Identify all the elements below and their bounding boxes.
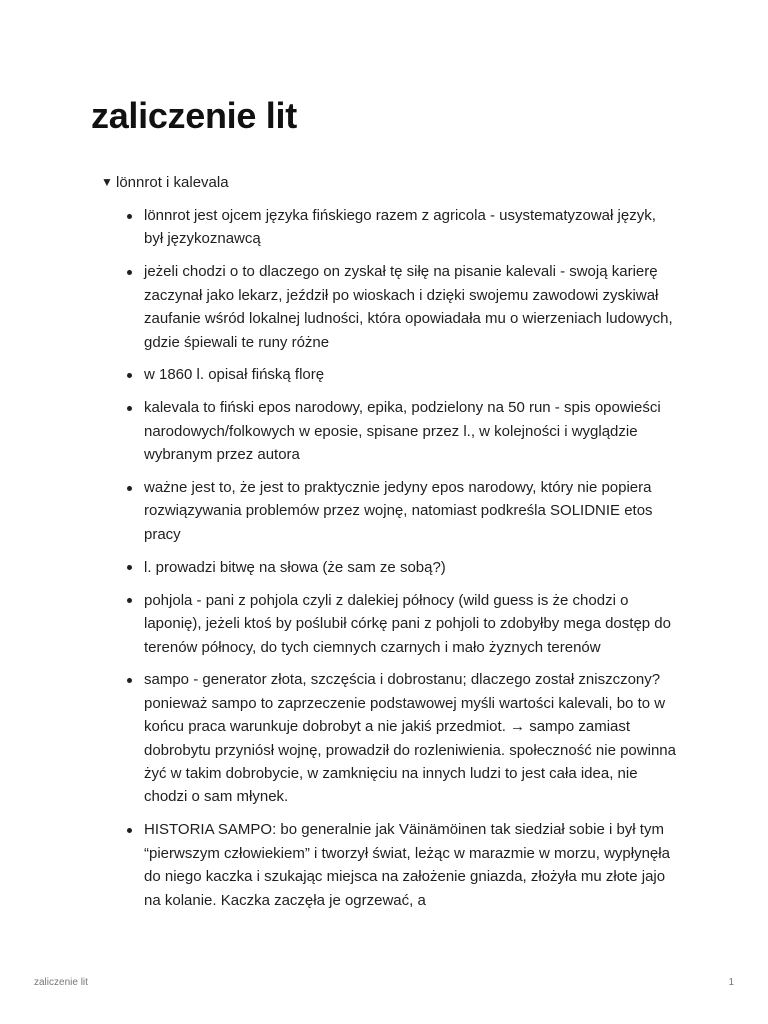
list-item: l. prowadzi bitwę na słowa (że sam ze sobą?) xyxy=(123,556,678,579)
page-title: zaliczenie lit xyxy=(91,95,297,136)
bullet-list xyxy=(123,204,678,921)
list-item: lönnrot jest ojcem języka fińskiego razem z agricola - usystematyzował język, był językoznawcą xyxy=(123,204,678,251)
footer-page-number: 1 xyxy=(728,977,734,988)
list-item: ważne jest to, że jest to praktycznie jedyny epos narodowy, który nie popiera rozwiązywania problemów przez wojnę, natomiast podkreśla SOLIDNIE etos pracy xyxy=(123,476,678,546)
toggle-label: lönnrot i kalevala xyxy=(116,174,229,191)
triangle-down-icon[interactable]: ▼ xyxy=(101,175,113,189)
toggle-block xyxy=(101,171,691,194)
list-item: jeżeli chodzi o to dlaczego on zyskał tę siłę na pisanie kalevali - swoją karierę zaczynał jako lekarz, jeździł po wioskach i dzięki swojemu zawodowi zyskiwał zaufanie wśród lokalnej ludności, która opowiadała mu o wierzeniach ludowych, gdzie śpiewali te runy różne xyxy=(123,260,678,354)
list-item: kalevala to fiński epos narodowy, epika, podzielony na 50 run - spis opowieści narodowych/folkowych w eposie, spisane przez l., w kolejności i wyglądzie wybranym przez autora xyxy=(123,396,678,466)
list-item: w 1860 l. opisał fińską florę xyxy=(123,363,678,386)
list-item: sampo - generator złota, szczęścia i dobrostanu; dlaczego został zniszczony? ponieważ sampo to zaprzeczenie podstawowej myśli wartości kalevali, bo to w końcu praca warunkuje dobrobyt a nie jakiś przedmiot. → sampo zamiast dobrobytu przyniósł wojnę, prowadził do rozleniwienia. społeczność nie powinna żyć w takim dobrobycie, w zamknięciu na innych ludzi to jest cała idea, nie chodzi o sam młynek. xyxy=(123,668,678,808)
list-item: HISTORIA SAMPO: bo generalnie jak Väinämöinen tak siedział sobie i był tym “pierwszym człowiekiem” i tworzył świat, leżąc w marazmie w morzu, wypłynęła do niego kaczka i szukając miejsca na założenie gniazda, złożyła mu złote jajo na kolanie. Kaczka zaczęła je ogrzewać, a xyxy=(123,818,678,912)
footer-doc-name: zaliczenie lit xyxy=(34,977,88,988)
list-item: pohjola - pani z pohjola czyli z dalekiej północy (wild guess is że chodzi o laponię), jeżeli ktoś by poślubił córkę pani z pohjoli to zdobyłby mega dostęp do terenów północy, do tych ciemnych czarnych i mało żyznych terenów xyxy=(123,589,678,659)
toggle-header[interactable] xyxy=(101,171,691,194)
